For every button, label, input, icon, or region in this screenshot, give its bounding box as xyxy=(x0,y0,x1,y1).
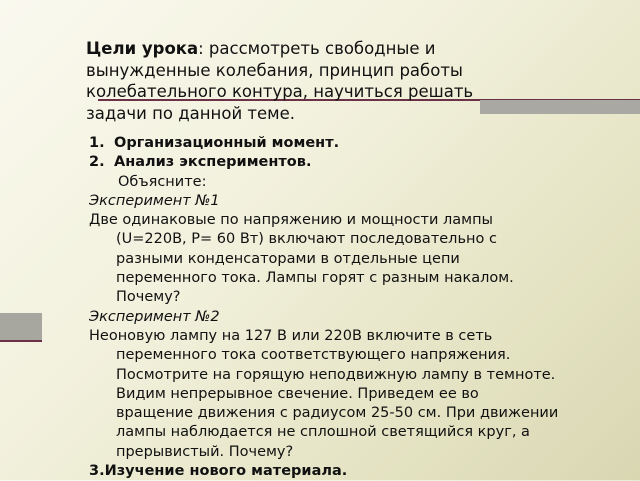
experiment-1-text: Две одинаковые по напряжению и мощности лампы (U=220В, Р= 60 Вт) включают последовательно с разными конденсаторами в отдельные цепи переменного тока. Лампы горят с разным накалом. Почему? xyxy=(89,212,514,306)
experiment-2-text: Неоновую лампу на 127 В или 220В включите в сеть переменного тока соответствующего напряжения. Посмотрите на горящую неподвижную лампу в темноте. Видим непрерывное свечение. Приведем ее во вращение движения с радиусом 25-50 см. При движении лампы наблюдается не сплошной светящийся круг, а прерывистый. Почему? xyxy=(89,327,559,460)
item-3: 3.Изучение нового материала. xyxy=(89,463,348,480)
experiment-1-title: Эксперимент №1 xyxy=(89,192,220,209)
goals-text: : рассмотреть свободные и вынужденные колебания, принцип работы колебательного контура, научиться решать задачи по данной теме. xyxy=(86,39,474,123)
item-text: Анализ экспериментов. xyxy=(114,154,312,171)
lesson-content xyxy=(89,134,559,481)
list-item xyxy=(89,153,559,172)
item-text: Организационный момент. xyxy=(114,135,340,151)
experiment-2-title: Эксперимент №2 xyxy=(89,308,220,325)
lesson-goals xyxy=(86,38,526,124)
left-divider-line xyxy=(0,340,42,342)
item-number: 1. xyxy=(89,135,105,151)
decorative-left-bar xyxy=(0,313,42,340)
item-number: 2. xyxy=(89,154,105,171)
list-item xyxy=(89,134,559,153)
explain-label: Объясните: xyxy=(118,173,207,190)
goals-label: Цели урока xyxy=(86,39,199,58)
